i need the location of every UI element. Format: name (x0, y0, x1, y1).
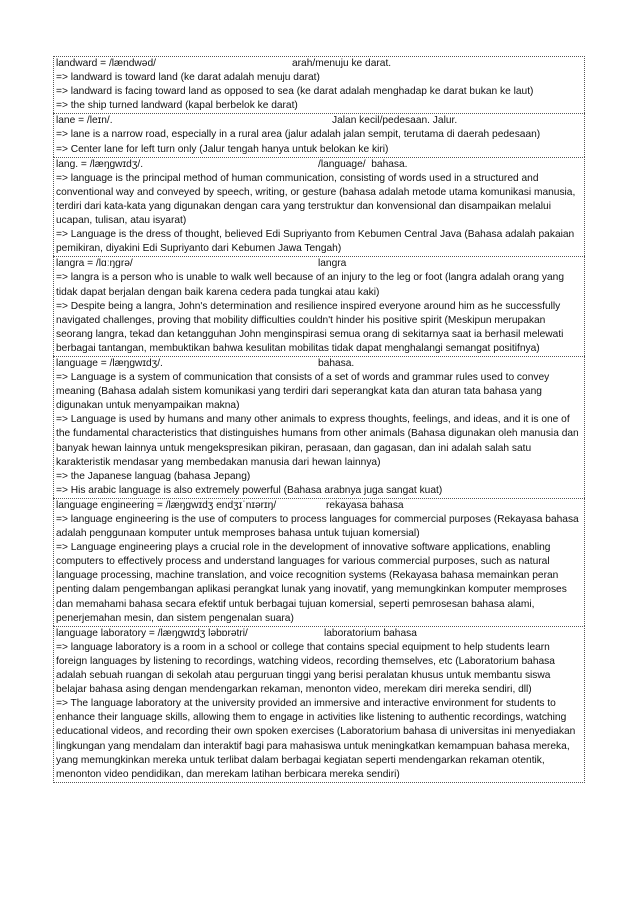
entry-gloss: rekayasa bahasa (326, 499, 404, 511)
entry-headword-row (56, 57, 583, 71)
entry-term: langra = /lɑːŋgrə/ (56, 258, 133, 270)
entry-example-line: => language engineering is the use of computers to process languages for commercial purposes (Rekayasa bahasa adalah penggunaan komputer untuk memproses bahasa untuk tujuan komersial) (56, 514, 579, 540)
entry-headword-row (56, 114, 583, 128)
entry-example-line: => Language is the dress of thought, believed Edi Supriyanto from Kebumen Central Java (Bahasa adalah pakaian pemikiran, diyakini Edi Supriyanto dari Kebumen Jawa Tengah) (56, 229, 575, 255)
entry-example-line: => The language laboratory at the university provided an immersive and interactive environment for students to enhance their language skills, allowing them to engage in activities like listening to authentic recordings, watching educational videos, and recording their own spoken exercises (Laboratorium bahasa di universitas ini menyediakan lingkungan yang mendalam dan interaktif bagi para mahasiswa untuk meningkatkan kemampuan bahasa mereka, yang memungkinkan mereka untuk terlibat dalam berbagai kegiatan seperti mendengarkan rekaman otentik, menonton video pendidikan, dan merekam latihan berbicara mereka sendiri) (56, 698, 576, 780)
entry-example-line: => language laboratory is a room in a school or college that contains special equipment to help students learn foreign languages by listening to recordings, watching videos, recording themselves, etc (Laboratorium bahasa adalah sebuah ruangan di sekolah atau perguruan tinggi yang berisi peralatan khusus untuk membantu siswa belajar bahasa asing dengan mendengarkan rekaman, menonton video, merekam diri mereka sendiri, dll) (56, 641, 555, 696)
dictionary-entry (53, 113, 585, 156)
entry-term: language laboratory = /læŋgwɪdʒ ləbɒrətri/ (56, 627, 248, 639)
entry-example-line: => the ship turned landward (kapal berbelok ke darat) (56, 100, 298, 112)
entry-gloss: langra (318, 258, 347, 270)
dictionary-entry (53, 498, 585, 626)
entry-headword-row (56, 627, 583, 641)
entry-example-line: => langra is a person who is unable to walk well because of an injury to the leg or foot (langra adalah orang yang tidak dapat berjalan dengan baik karena cedera pada tungkai atau kaki) (56, 272, 564, 298)
entry-example-line: => language is the principal method of human communication, consisting of words used in a structured and conventional way and conveyed by speech, writing, or gesture (bahasa adalah metode utama komunikasi manusia, terdiri dari kata-kata yang digunakan dengan cara yang terstruktur dan konvensional dan disampaikan melalui ucapan, tulisan, atau isyarat) (56, 172, 576, 227)
entry-gloss: arah/menuju ke darat. (292, 58, 392, 69)
dictionary-sheet (53, 56, 585, 783)
entry-gloss: /language/ bahasa. (318, 158, 408, 170)
entry-term: language = /læŋgwɪdʒ/. (56, 357, 163, 369)
entry-example-line: => Despite being a langra, John's determination and resilience inspired everyone around him as he successfully navigated challenges, proving that mobility difficulties couldn't hinder his positive spirit (Meskipun merupakan seorang langra, tekad dan ketangguhan John menginspirasi semua orang di sekitarnya saat ia berhasil melewati berbagai tantangan, membuktikan bahwa kesulitan mobilitas tidak dapat menghalangi semangat positifnya) (56, 300, 564, 354)
entry-example-line: => Language is a system of communication that consists of a set of words and grammar rules used to convey meaning (Bahasa adalah sistem komunikasi yang terdiri dari seperangkat kata dan aturan tata bahasa yang digunakan untuk menyampaikan makna) (56, 372, 550, 412)
entry-headword-row (56, 158, 583, 172)
entry-example-line: => the Japanese languag (bahasa Jepang) (56, 470, 251, 482)
entry-example-line: => lane is a narrow road, especially in a rural area (jalur adalah jalan sempit, terutama di daerah pedesaan) (56, 129, 541, 141)
entry-example-line: => Language is used by humans and many other animals to express thoughts, feelings, and ideas, and it is one of the fundamental characteristics that distinguishes humans from other animals (Bahasa digunakan oleh manusia dan banyak hewan lainnya untuk mengekspresikan pikiran, perasaan, dan gagasan, dan ini adalah salah satu karakteristik mendasar yang membedakan manusia dari hewan lainnya) (56, 414, 579, 468)
entry-headword-row (56, 257, 583, 271)
entry-term: lane = /leɪn/. (56, 115, 113, 127)
entry-example-line: => Center lane for left turn only (Jalur tengah hanya untuk belokan ke kiri) (56, 143, 389, 155)
entry-term: lang. = /læŋgwɪdʒ/. (56, 158, 144, 170)
dictionary-entry (53, 356, 585, 498)
entry-headword-row (56, 499, 583, 513)
entry-headword-row (56, 357, 583, 371)
dictionary-entry (53, 56, 585, 113)
entry-example-line: => His arabic language is also extremely powerful (Bahasa arabnya juga sangat kuat) (56, 484, 443, 496)
entry-example-line: => landward is facing toward land as opposed to sea (ke darat adalah menghadap ke darat bukan ke laut) (56, 86, 534, 98)
dictionary-entry (53, 256, 585, 356)
dictionary-entry (53, 157, 585, 257)
entry-gloss: Jalan kecil/pedesaan. Jalur. (332, 115, 458, 127)
entry-example-line: => landward is toward land (ke darat adalah menuju darat) (56, 72, 320, 84)
entry-term: language engineering = /læŋgwɪdʒ endʒɪˈnɪərɪŋ/ (56, 499, 277, 511)
entry-term: landward = /lændwəd/ (56, 58, 156, 69)
entry-gloss: bahasa. (318, 357, 355, 369)
entry-example-line: => Language engineering plays a crucial role in the development of innovative software applications, enabling computers to effectively process and understand languages for various commercial purposes, such as natural language processing, machine translation, and voice recognition systems (Rekayasa bahasa memainkan peran penting dalam pengembangan aplikasi perangkat lunak yang inovatif, yang memungkinkan komputer memproses dan memahami bahasa secara efektif untuk berbagai tujuan komersial, seperti pemrosesan bahasa alami, penerjemahan mesin, dan sistem pengenalan suara) (56, 542, 567, 624)
entry-gloss: laboratorium bahasa (324, 627, 417, 639)
dictionary-entry (53, 626, 585, 783)
